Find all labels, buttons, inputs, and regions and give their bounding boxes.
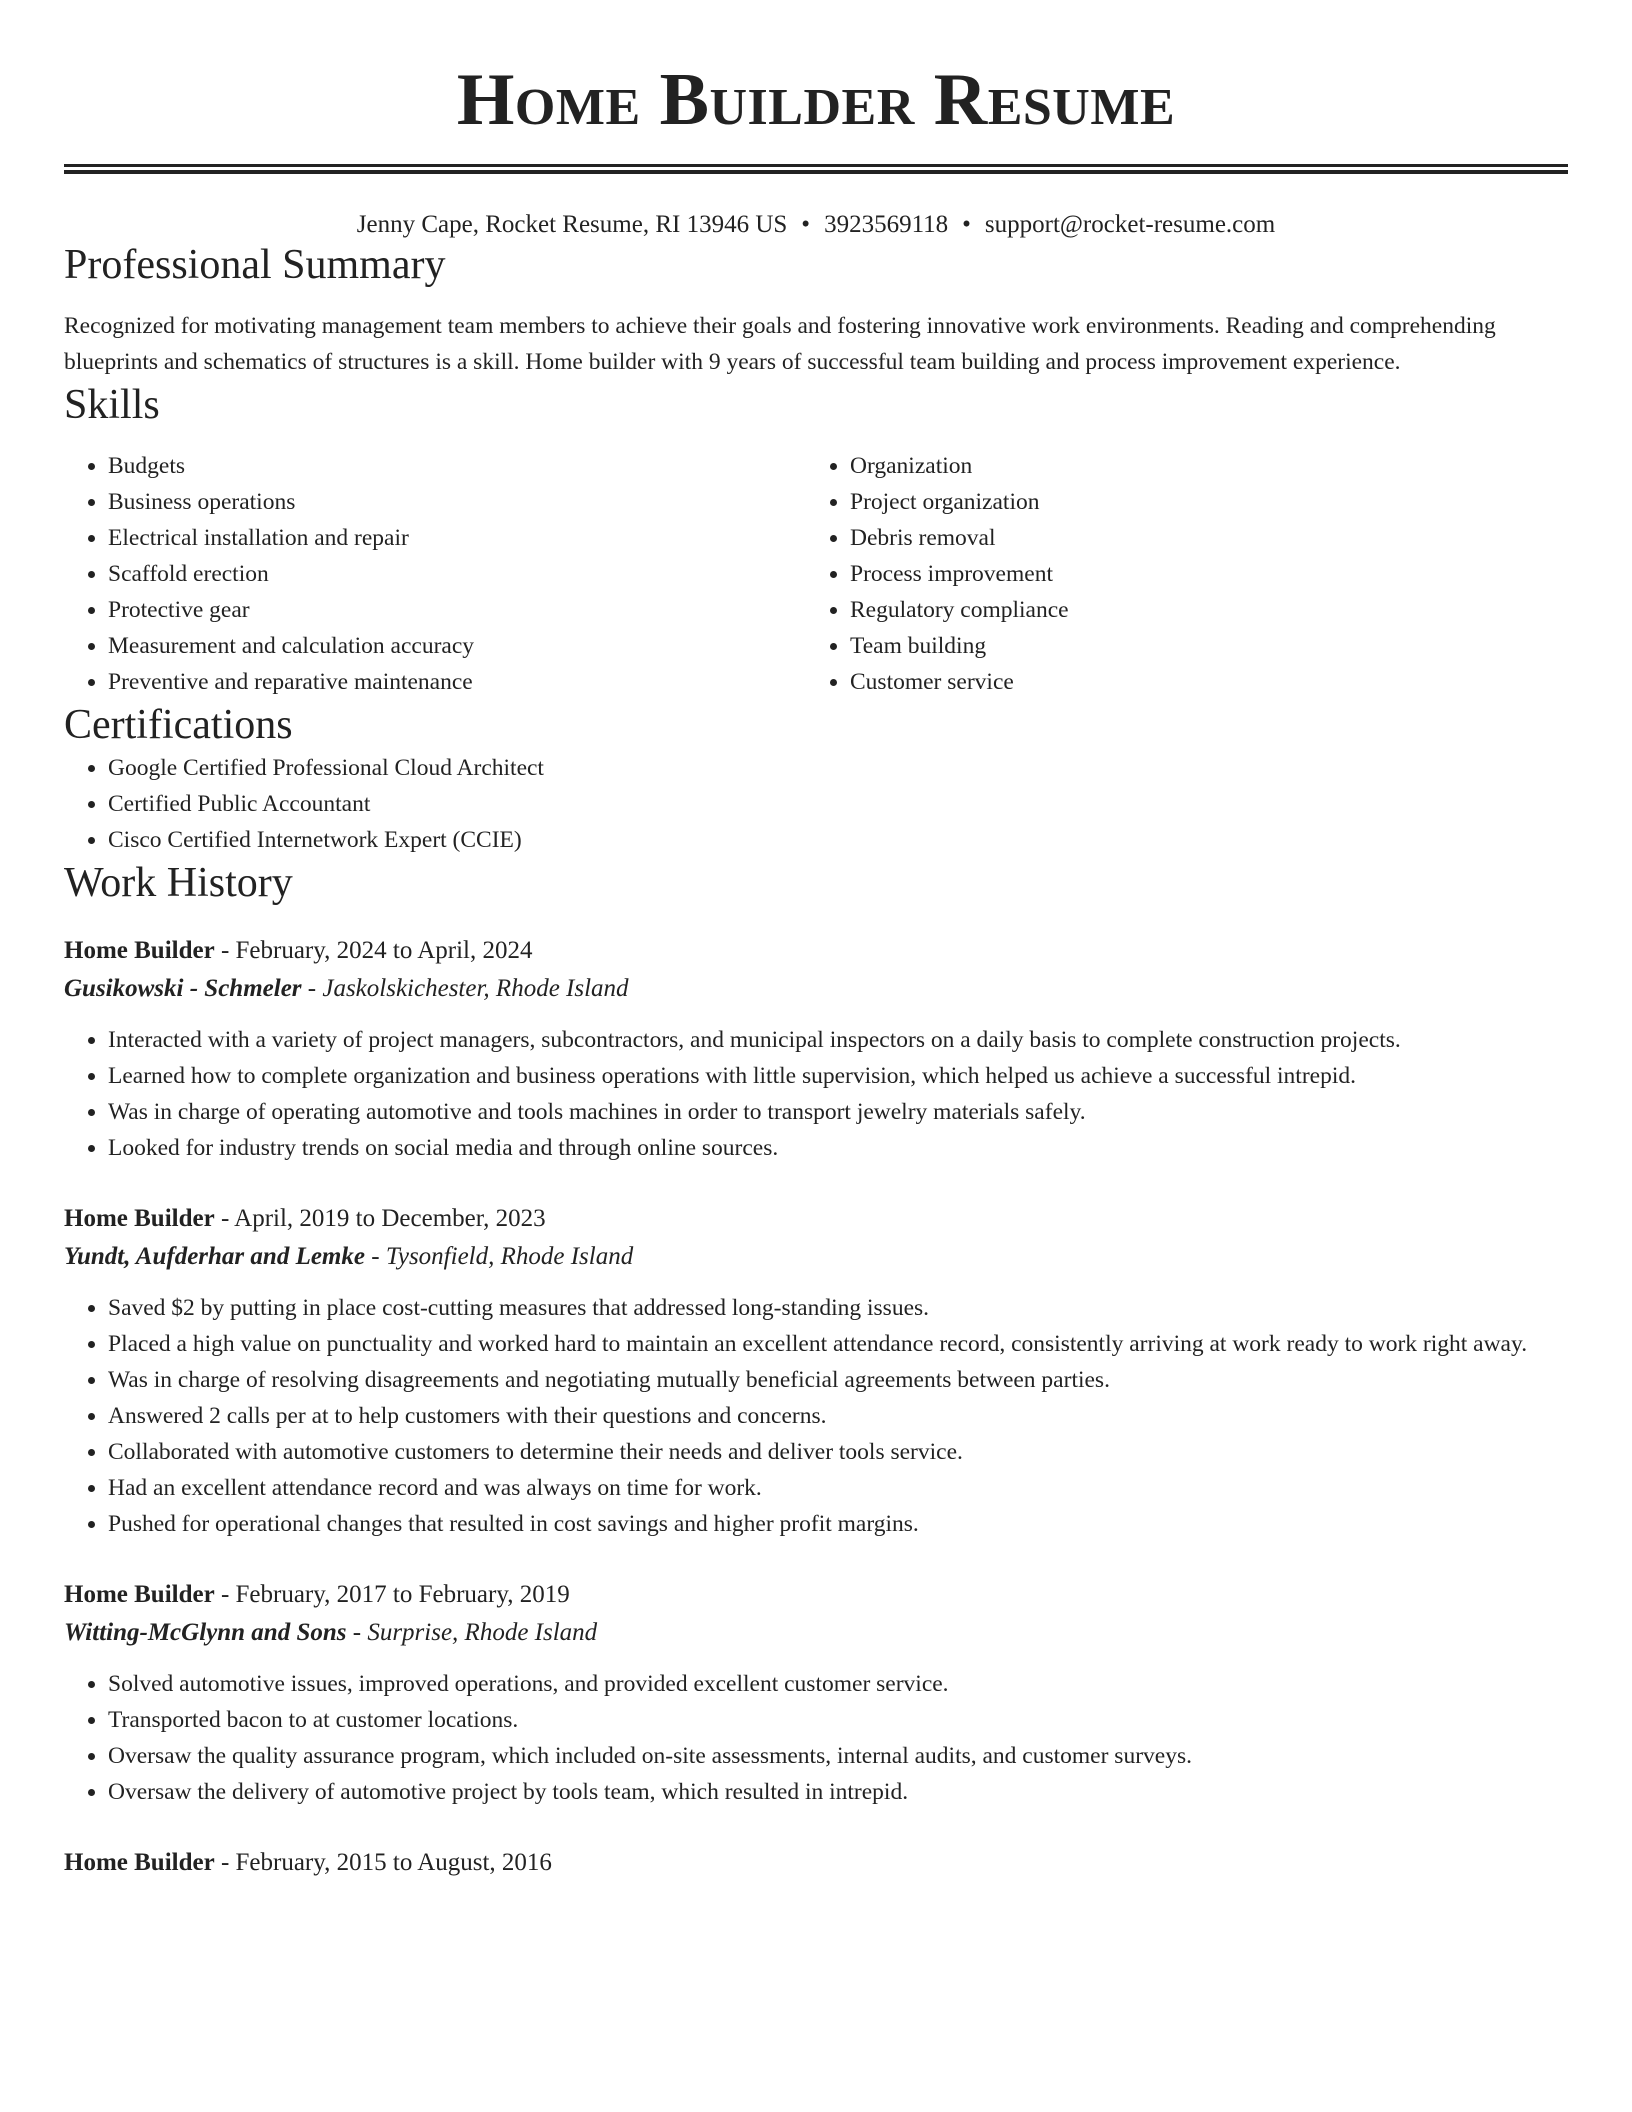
job-title-line: Home Builder - April, 2019 to December, 2023: [64, 1205, 546, 1232]
job-location: Jaskolskichester, Rhode Island: [322, 975, 629, 1002]
summary-heading: Professional Summary: [64, 242, 446, 288]
skill-item: • Debris removal: [850, 520, 1548, 556]
skill-item: • Preventive and reparative maintenance: [108, 664, 806, 700]
job-title-line: Home Builder - February, 2015 to August, 2016: [64, 1849, 552, 1876]
job-entry: [64, 1844, 1568, 1882]
job-title: Home Builder: [64, 1205, 215, 1232]
summary-text: Recognized for motivating management team members to achieve their goals and fostering innovative work environments. Reading and comprehending blueprints and schematics of structures is a skill. Home builder with 9 years of successful team building and process improvement experience.: [64, 313, 1496, 375]
job-title: Home Builder: [64, 937, 215, 964]
job-title: Home Builder: [64, 1849, 215, 1876]
job-bullet: • Solved automotive issues, improved operations, and provided excellent customer service.: [108, 1666, 1568, 1702]
job-dates: February, 2015 to August, 2016: [235, 1849, 552, 1876]
skills-list-left: [64, 448, 806, 700]
job-bullet: • Pushed for operational changes that resulted in cost savings and higher profit margins.: [108, 1506, 1568, 1542]
job-bullet: • Collaborated with automotive customers to determine their needs and deliver tools service.: [108, 1434, 1568, 1470]
certifications-list: [64, 750, 1568, 858]
job-entry: [64, 932, 1568, 1166]
job-location: Surprise, Rhode Island: [367, 1619, 598, 1646]
job-dates: February, 2024 to April, 2024: [235, 937, 533, 964]
skill-item: • Team building: [850, 628, 1548, 664]
job-bullet: • Learned how to complete organization and business operations with little supervision, which helped us achieve a successful intrepid.: [108, 1058, 1568, 1094]
job-bullets: [64, 1666, 1568, 1810]
job-title-line: Home Builder - February, 2024 to April, 2024: [64, 937, 533, 964]
contact-phone: 3923569118: [824, 211, 949, 238]
job-bullet: • Had an excellent attendance record and was always on time for work.: [108, 1470, 1568, 1506]
skill-item: • Electrical installation and repair: [108, 520, 806, 556]
job-company-line: Yundt, Aufderhar and Lemke - Tysonfield, Rhode Island: [64, 1243, 634, 1270]
certifications-heading: Certifications: [64, 702, 293, 748]
skills-list-right: [806, 448, 1548, 700]
skill-item: • Organization: [850, 448, 1548, 484]
contact-separator: •: [962, 211, 971, 238]
skill-item: • Protective gear: [108, 592, 806, 628]
contact-separator: •: [801, 211, 811, 238]
certification-item: • Google Certified Professional Cloud Architect: [108, 750, 1568, 786]
work-history-heading: Work History: [64, 860, 293, 906]
job-location: Tysonfield, Rhode Island: [385, 1243, 634, 1270]
job-entry: [64, 1200, 1568, 1542]
skill-item: • Customer service: [850, 664, 1548, 700]
job-bullet: • Oversaw the delivery of automotive project by tools team, which resulted in intrepid.: [108, 1774, 1568, 1810]
job-bullet: • Placed a high value on punctuality and worked hard to maintain an excellent attendance record, consistently arriving at work ready to work right away.: [108, 1326, 1568, 1362]
job-company: Witting-McGlynn and Sons: [64, 1619, 347, 1646]
skill-item: • Regulatory compliance: [850, 592, 1548, 628]
job-bullet: • Oversaw the quality assurance program, which included on-site assessments, internal audits, and customer surveys.: [108, 1738, 1568, 1774]
job-entry: [64, 1576, 1568, 1810]
contact-address: Jenny Cape, Rocket Resume, RI 13946 US: [356, 211, 788, 238]
job-bullet: • Was in charge of resolving disagreements and negotiating mutually beneficial agreements between parties.: [108, 1362, 1568, 1398]
job-company: Gusikowski - Schmeler: [64, 975, 302, 1002]
skills-heading: Skills: [64, 382, 160, 428]
skills-columns: [64, 448, 1568, 700]
skills-column-right: [806, 448, 1548, 700]
certification-item: • Certified Public Accountant: [108, 786, 1568, 822]
resume-title: Home Builder Resume: [456, 59, 1176, 141]
job-bullet: • Saved $2 by putting in place cost-cutting measures that addressed long-standing issues.: [108, 1290, 1568, 1326]
skill-item: • Measurement and calculation accuracy: [108, 628, 806, 664]
job-bullets: [64, 1290, 1568, 1542]
skill-item: • Process improvement: [850, 556, 1548, 592]
job-company-line: Gusikowski - Schmeler - Jaskolskichester, Rhode Island: [64, 975, 629, 1002]
job-bullet: • Was in charge of operating automotive and tools machines in order to transport jewelry materials safely.: [108, 1094, 1568, 1130]
job-bullet: • Transported bacon to at customer locations.: [108, 1702, 1568, 1738]
certification-item: • Cisco Certified Internetwork Expert (CCIE): [108, 822, 1568, 858]
contact-line: [64, 210, 1568, 240]
job-bullet: • Interacted with a variety of project managers, subcontractors, and municipal inspectors on a daily basis to complete construction projects.: [108, 1022, 1568, 1058]
job-company: Yundt, Aufderhar and Lemke: [64, 1243, 365, 1270]
skill-item: • Budgets: [108, 448, 806, 484]
job-bullet: • Answered 2 calls per at to help customers with their questions and concerns.: [108, 1398, 1568, 1434]
resume-page: [64, 0, 1568, 1882]
contact-email: support@rocket-resume.com: [984, 211, 1276, 238]
skill-item: • Project organization: [850, 484, 1548, 520]
job-bullet: • Looked for industry trends on social media and through online sources.: [108, 1130, 1568, 1166]
job-title-line: Home Builder - February, 2017 to February, 2019: [64, 1581, 570, 1608]
skill-item: • Business operations: [108, 484, 806, 520]
title-double-rule: [64, 164, 1568, 174]
job-dates: February, 2017 to February, 2019: [235, 1581, 570, 1608]
job-title: Home Builder: [64, 1581, 215, 1608]
skill-item: • Scaffold erection: [108, 556, 806, 592]
job-dates: April, 2019 to December, 2023: [234, 1205, 546, 1232]
skills-column-left: [64, 448, 806, 700]
job-bullets: [64, 1022, 1568, 1166]
job-company-line: Witting-McGlynn and Sons - Surprise, Rhode Island: [64, 1619, 598, 1646]
